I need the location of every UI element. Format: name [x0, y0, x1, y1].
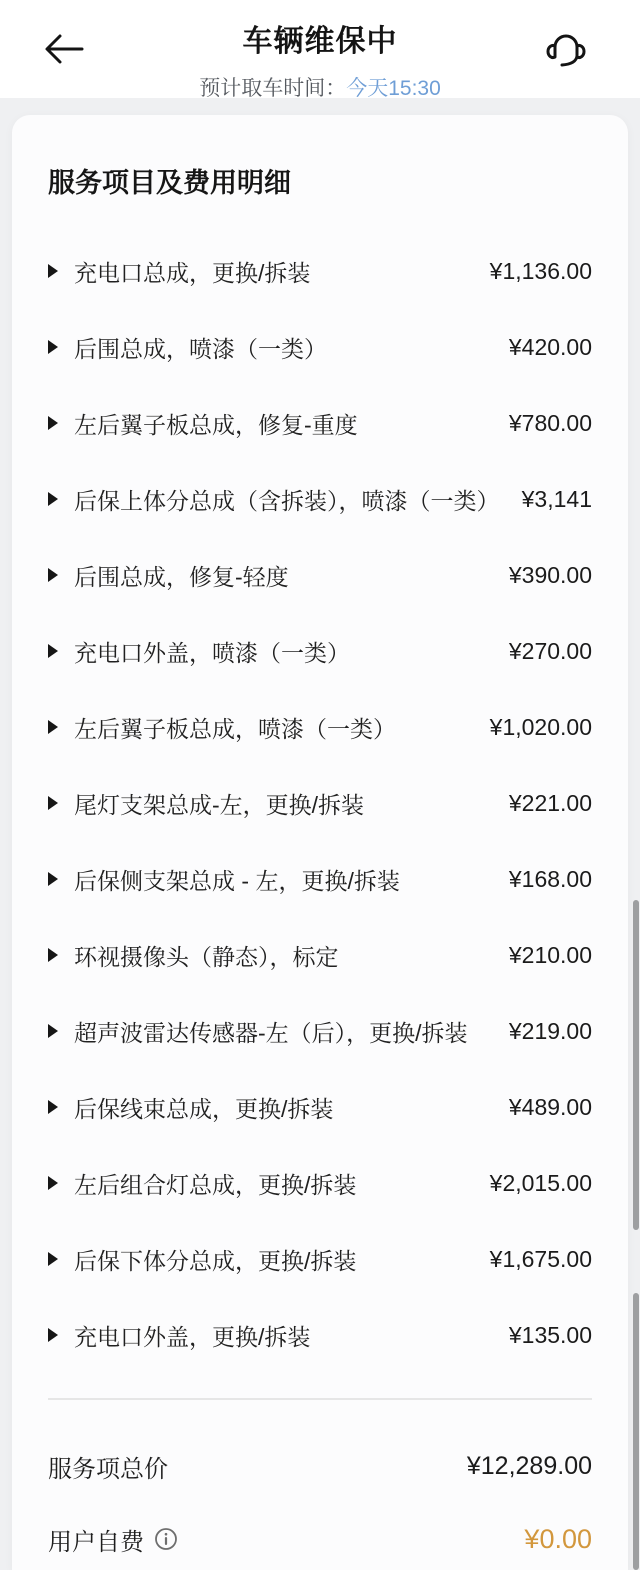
total-price-value: ¥12,289.00 — [466, 1451, 592, 1480]
service-item-label: 后围总成，修复-轻度 — [74, 563, 289, 590]
service-item-label: 左后翼子板总成，喷漆（一类） — [74, 715, 396, 742]
service-item-label: 后保线束总成，更换/拆装 — [74, 1095, 334, 1122]
service-item-price: ¥168.00 — [508, 865, 592, 892]
expand-triangle-icon — [48, 264, 58, 278]
service-item-row[interactable] — [48, 486, 592, 512]
service-item-price: ¥221.00 — [508, 789, 592, 816]
service-item-label: 尾灯支架总成-左，更换/拆装 — [74, 791, 365, 818]
service-item-label: 充电口外盖，更换/拆装 — [74, 1323, 311, 1350]
selfpay-row — [48, 1524, 592, 1554]
service-item-price: ¥1,020.00 — [489, 713, 592, 740]
service-detail-card — [12, 115, 628, 1570]
card-title: 服务项目及费用明细 — [48, 168, 291, 198]
service-item-label: 充电口总成，更换/拆装 — [74, 259, 311, 286]
service-item-price: ¥219.00 — [508, 1017, 592, 1044]
service-item-row[interactable] — [48, 1018, 592, 1044]
service-item-row[interactable] — [48, 1170, 592, 1196]
service-item-row[interactable] — [48, 1322, 592, 1348]
expand-triangle-icon — [48, 1328, 58, 1342]
expand-triangle-icon — [48, 796, 58, 810]
service-item-price: ¥390.00 — [508, 561, 592, 588]
expand-triangle-icon — [48, 872, 58, 886]
service-item-label: 后保侧支架总成 - 左，更换/拆装 — [74, 867, 400, 894]
service-item-label: 充电口外盖，喷漆（一类） — [74, 639, 350, 666]
service-item-row[interactable] — [48, 334, 592, 360]
service-item-row[interactable] — [48, 1094, 592, 1120]
expand-triangle-icon — [48, 948, 58, 962]
customer-service-button[interactable] — [540, 24, 592, 74]
expand-triangle-icon — [48, 1176, 58, 1190]
back-arrow-icon — [42, 31, 86, 67]
service-item-label: 左后翼子板总成，修复-重度 — [74, 411, 358, 438]
service-item-row[interactable] — [48, 714, 592, 740]
service-item-label: 超声波雷达传感器-左（后），更换/拆装 — [74, 1019, 468, 1046]
service-item-price: ¥420.00 — [508, 333, 592, 360]
service-item-label: 后保下体分总成，更换/拆装 — [74, 1247, 357, 1274]
pickup-time-value: 今天15:30 — [346, 77, 441, 100]
scrollbar[interactable] — [633, 1293, 639, 1570]
expand-triangle-icon — [48, 492, 58, 506]
expand-triangle-icon — [48, 568, 58, 582]
service-item-row[interactable] — [48, 638, 592, 664]
service-item-label: 后围总成，喷漆（一类） — [74, 335, 327, 362]
page-title: 车辆维保中 — [242, 25, 398, 58]
service-item-price: ¥270.00 — [508, 637, 592, 664]
service-item-row[interactable] — [48, 942, 592, 968]
service-item-row[interactable] — [48, 562, 592, 588]
service-item-price: ¥210.00 — [508, 941, 592, 968]
headset-icon — [542, 25, 590, 73]
expand-triangle-icon — [48, 720, 58, 734]
service-item-row[interactable] — [48, 410, 592, 436]
selfpay-label-group — [48, 1522, 178, 1557]
info-icon[interactable] — [154, 1527, 178, 1551]
service-item-price: ¥1,136.00 — [489, 257, 592, 284]
expand-triangle-icon — [48, 340, 58, 354]
scrollbar[interactable] — [633, 900, 639, 1230]
service-item-row[interactable] — [48, 866, 592, 892]
total-price-row — [48, 1451, 592, 1483]
expand-triangle-icon — [48, 1100, 58, 1114]
service-item-list — [48, 258, 592, 1348]
service-item-price: ¥489.00 — [508, 1093, 592, 1120]
expand-triangle-icon — [48, 416, 58, 430]
service-item-price: ¥135.00 — [508, 1321, 592, 1348]
service-item-row[interactable] — [48, 1246, 592, 1272]
service-item-price: ¥2,015.00 — [489, 1169, 592, 1196]
service-item-price: ¥3,141 — [521, 485, 592, 512]
service-item-price: ¥1,675.00 — [489, 1245, 592, 1272]
selfpay-value: ¥0.00 — [524, 1523, 592, 1554]
expand-triangle-icon — [48, 644, 58, 658]
service-item-row[interactable] — [48, 258, 592, 284]
pickup-time-label: 预计取车时间： — [199, 77, 347, 100]
total-price-label: 服务项总价 — [48, 1455, 168, 1483]
service-item-label: 环视摄像头（静态），标定 — [74, 943, 339, 970]
pickup-time-row — [0, 72, 640, 102]
selfpay-label: 用户自费 — [48, 1528, 144, 1556]
service-item-row[interactable] — [48, 790, 592, 816]
service-item-price: ¥780.00 — [508, 409, 592, 436]
expand-triangle-icon — [48, 1252, 58, 1266]
expand-triangle-icon — [48, 1024, 58, 1038]
header — [0, 0, 640, 98]
back-button[interactable] — [40, 28, 88, 70]
service-item-label: 后保上体分总成（含拆装），喷漆（一类） — [74, 487, 500, 514]
summary-divider — [48, 1398, 592, 1400]
service-item-label: 左后组合灯总成，更换/拆装 — [74, 1171, 357, 1198]
